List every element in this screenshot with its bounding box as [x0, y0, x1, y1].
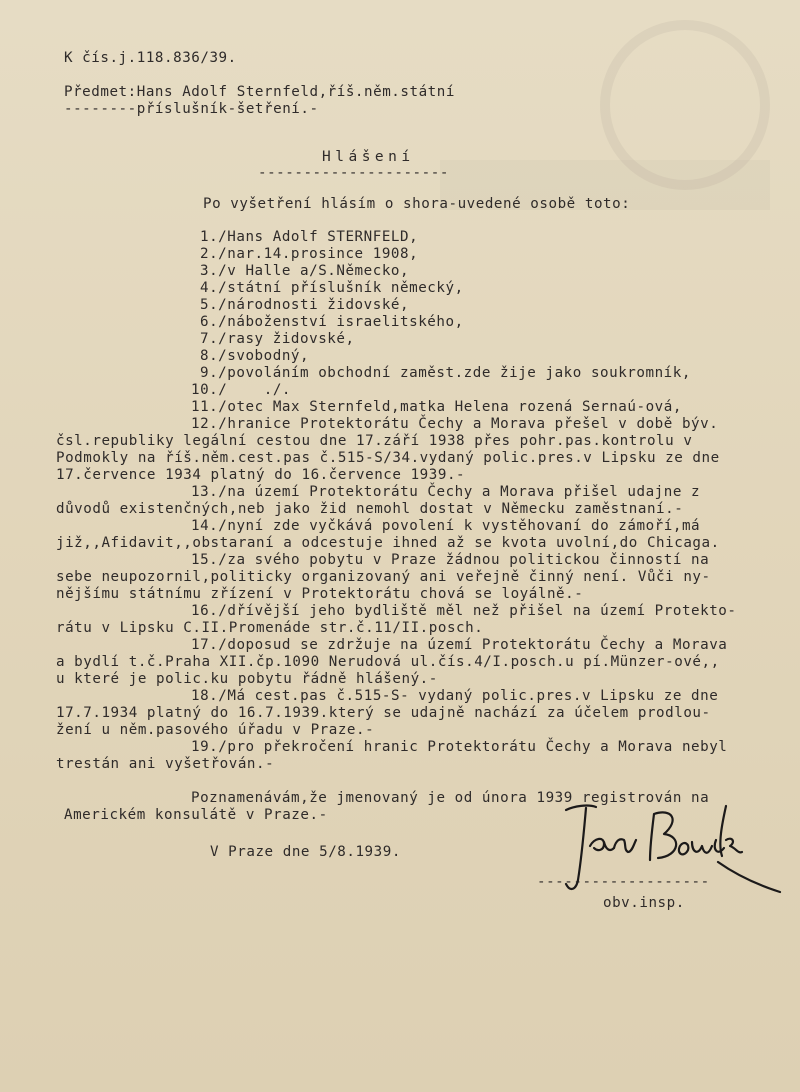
list-item-continuation: 17.7.1934 platný do 16.7.1939.který se udajně nachází za účelem prodlou-	[56, 705, 711, 721]
note-text: Americkém konsulátě v Praze.-	[64, 807, 328, 823]
list-item: 3./v Halle a/S.Německo,	[200, 263, 410, 279]
list-item: 10./ ./.	[191, 382, 292, 398]
list-item: 14./nyní zde vyčkává povolení k vystěhovaní do zámoří,má	[191, 518, 701, 534]
list-item: 19./pro překročení hranic Protektorátu Čechy a Morava nebyl	[191, 739, 728, 755]
list-item-continuation: čsl.republiky legální cestou dne 17.září 1938 přes pohr.pas.kontrolu v	[56, 433, 693, 449]
list-item: 15./za svého pobytu v Praze žádnou politickou činností na	[191, 552, 710, 568]
note-text: Poznamenávám,že jmenovaný je od února 1939 registrován na	[191, 790, 710, 806]
handwritten-signature	[560, 800, 790, 910]
reference-number: K čís.j.118.836/39.	[64, 50, 237, 66]
title-underline: ---------------------	[258, 165, 449, 181]
list-item-continuation: sebe neupozornil,politicky organizovaný ani veřejně činný není. Vůči ny-	[56, 569, 711, 585]
list-item: 16./dřívější jeho bydliště měl než přišel na území Protekto-	[191, 603, 737, 619]
subject-line: --------příslušník-šetření.-	[64, 101, 319, 117]
list-item-continuation: 17.července 1934 platný do 16.července 1939.-	[56, 467, 466, 483]
list-item-continuation: již,,Afidavit,,obstaraní a odcestuje ihned až se kvota uvolní,do Chicaga.	[56, 535, 720, 551]
list-item-continuation: důvodů existenčných,neb jako žid nemohl dostat v Německu zaměstnaní.-	[56, 501, 684, 517]
list-item: 17./doposud se zdržuje na území Protektorátu Čechy a Morava	[191, 637, 728, 653]
document-title: Hlášení	[322, 149, 415, 165]
list-item: 13./na území Protektorátu Čechy a Morava přišel udajne z	[191, 484, 701, 500]
list-item-continuation: nějšímu státnímu zřízení v Protektorátu chová se loyálně.-	[56, 586, 584, 602]
list-item-continuation: u které je polic.ku pobytu řádně hlášený.-	[56, 671, 438, 687]
intro-text: Po vyšetření hlásím o shora-uvedené osobě toto:	[203, 196, 631, 212]
signature-dashes: -------------------	[537, 874, 710, 890]
list-item: 9./povoláním obchodní zaměst.zde žije jako soukromník,	[200, 365, 691, 381]
list-item: 6./náboženství israelitského,	[200, 314, 464, 330]
list-item: 11./otec Max Sternfeld,matka Helena rozená Sernaú-ová,	[191, 399, 682, 415]
list-item-continuation: žení u něm.pasového úřadu v Praze.-	[56, 722, 375, 738]
list-item: 4./státní příslušník německý,	[200, 280, 464, 296]
list-item-continuation: a bydlí t.č.Praha XII.čp.1090 Nerudová ul.čís.4/I.posch.u pí.Münzer-ové,,	[56, 654, 720, 670]
list-item: 8./svobodný,	[200, 348, 310, 364]
list-item: 5./národnosti židovské,	[200, 297, 410, 313]
signatory-title: obv.insp.	[603, 895, 685, 911]
list-item-continuation: rátu v Lipsku C.II.Promenáde str.č.11/II.posch.	[56, 620, 484, 636]
list-item: 1./Hans Adolf STERNFELD,	[200, 229, 419, 245]
list-item: 2./nar.14.prosince 1908,	[200, 246, 419, 262]
list-item: 7./rasy židovské,	[200, 331, 355, 347]
list-item-continuation: Podmokly na říš.něm.cest.pas č.515-S/34.vydaný polic.pres.v Lipsku ze dne	[56, 450, 720, 466]
place-date: V Praze dne 5/8.1939.	[210, 844, 401, 860]
subject-line: Předmet:Hans Adolf Sternfeld,říš.něm.státní	[64, 84, 455, 100]
list-item-continuation: trestán ani vyšetřován.-	[56, 756, 275, 772]
list-item: 12./hranice Protektorátu Čechy a Morava přešel v době býv.	[191, 416, 719, 432]
list-item: 18./Má cest.pas č.515-S- vydaný polic.pres.v Lipsku ze dne	[191, 688, 719, 704]
